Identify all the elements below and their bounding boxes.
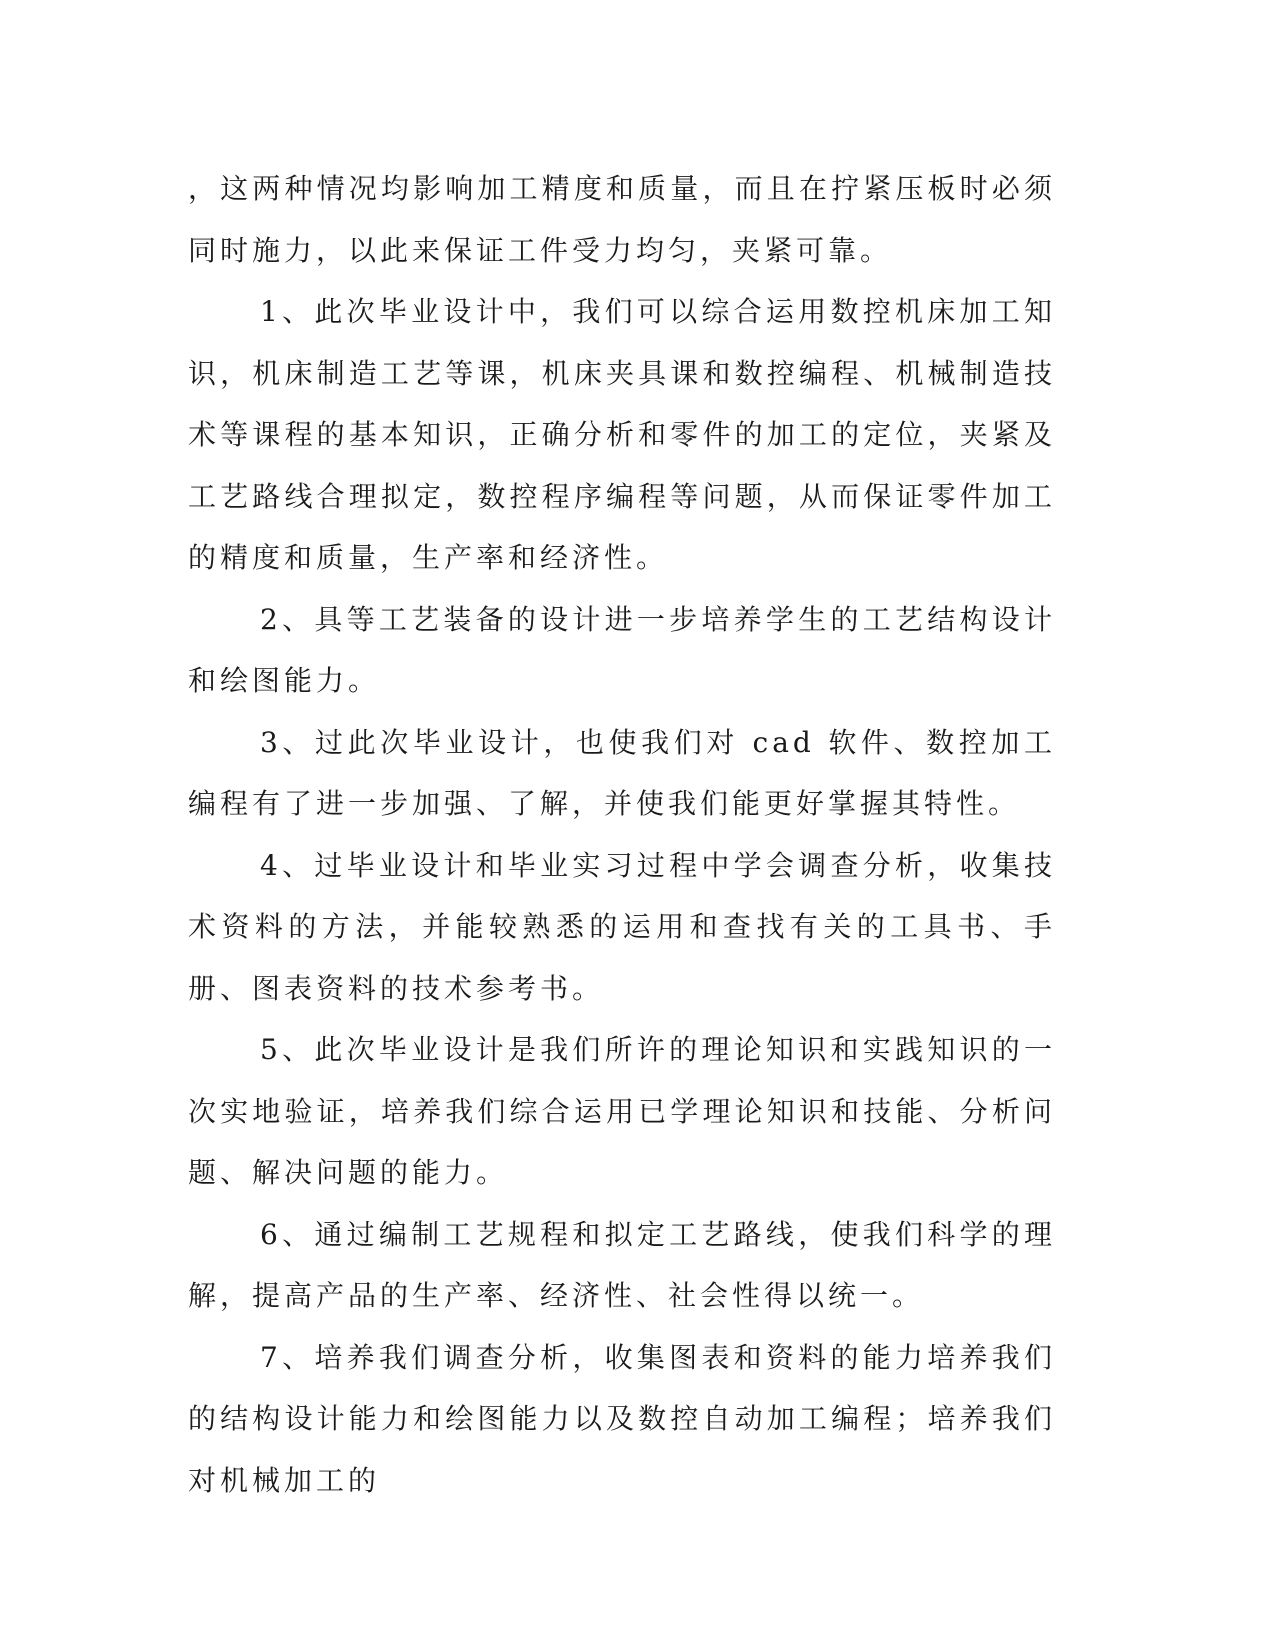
paragraph-item-7: 7、培养我们调查分析，收集图表和资料的能力培养我们的结构设计能力和绘图能力以及数控自动加工编程；培养我们对机械加工的	[188, 1340, 1056, 1497]
paragraph-item-3: 3、过此次毕业设计，也使我们对 cad 软件、数控加工编程有了进一步加强、了解，并使我们能更好掌握其特性。	[188, 725, 1056, 820]
paragraph-continuation: ，这两种情况均影响加工精度和质量，而且在拧紧压板时必须同时施力，以此来保证工件受力均匀，夹紧可靠。	[188, 172, 1056, 267]
paragraph-item-2: 2、具等工艺装备的设计进一步培养学生的工艺结构设计和绘图能力。	[188, 602, 1056, 697]
paragraph-item-6: 6、通过编制工艺规程和拟定工艺路线，使我们科学的理解，提高产品的生产率、经济性、社会性得以统一。	[188, 1217, 1056, 1312]
paragraph-item-5: 5、此次毕业设计是我们所许的理论知识和实践知识的一次实地验证，培养我们综合运用已学理论知识和技能、分析问题、解决问题的能力。	[188, 1033, 1056, 1189]
paragraph-item-1: 1、此次毕业设计中，我们可以综合运用数控机床加工知识，机床制造工艺等课，机床夹具课和数控编程、机械制造技术等课程的基本知识，正确分析和零件的加工的定位，夹紧及工艺路线合理拟定，数控程序编程等问题，从而保证零件加工的精度和质量，生产率和经济性。	[188, 295, 1056, 574]
paragraph-item-4: 4、过毕业设计和毕业实习过程中学会调查分析，收集技术资料的方法，并能较熟悉的运用和查找有关的工具书、手册、图表资料的技术参考书。	[188, 848, 1056, 1005]
body-text	[188, 158, 1056, 1511]
